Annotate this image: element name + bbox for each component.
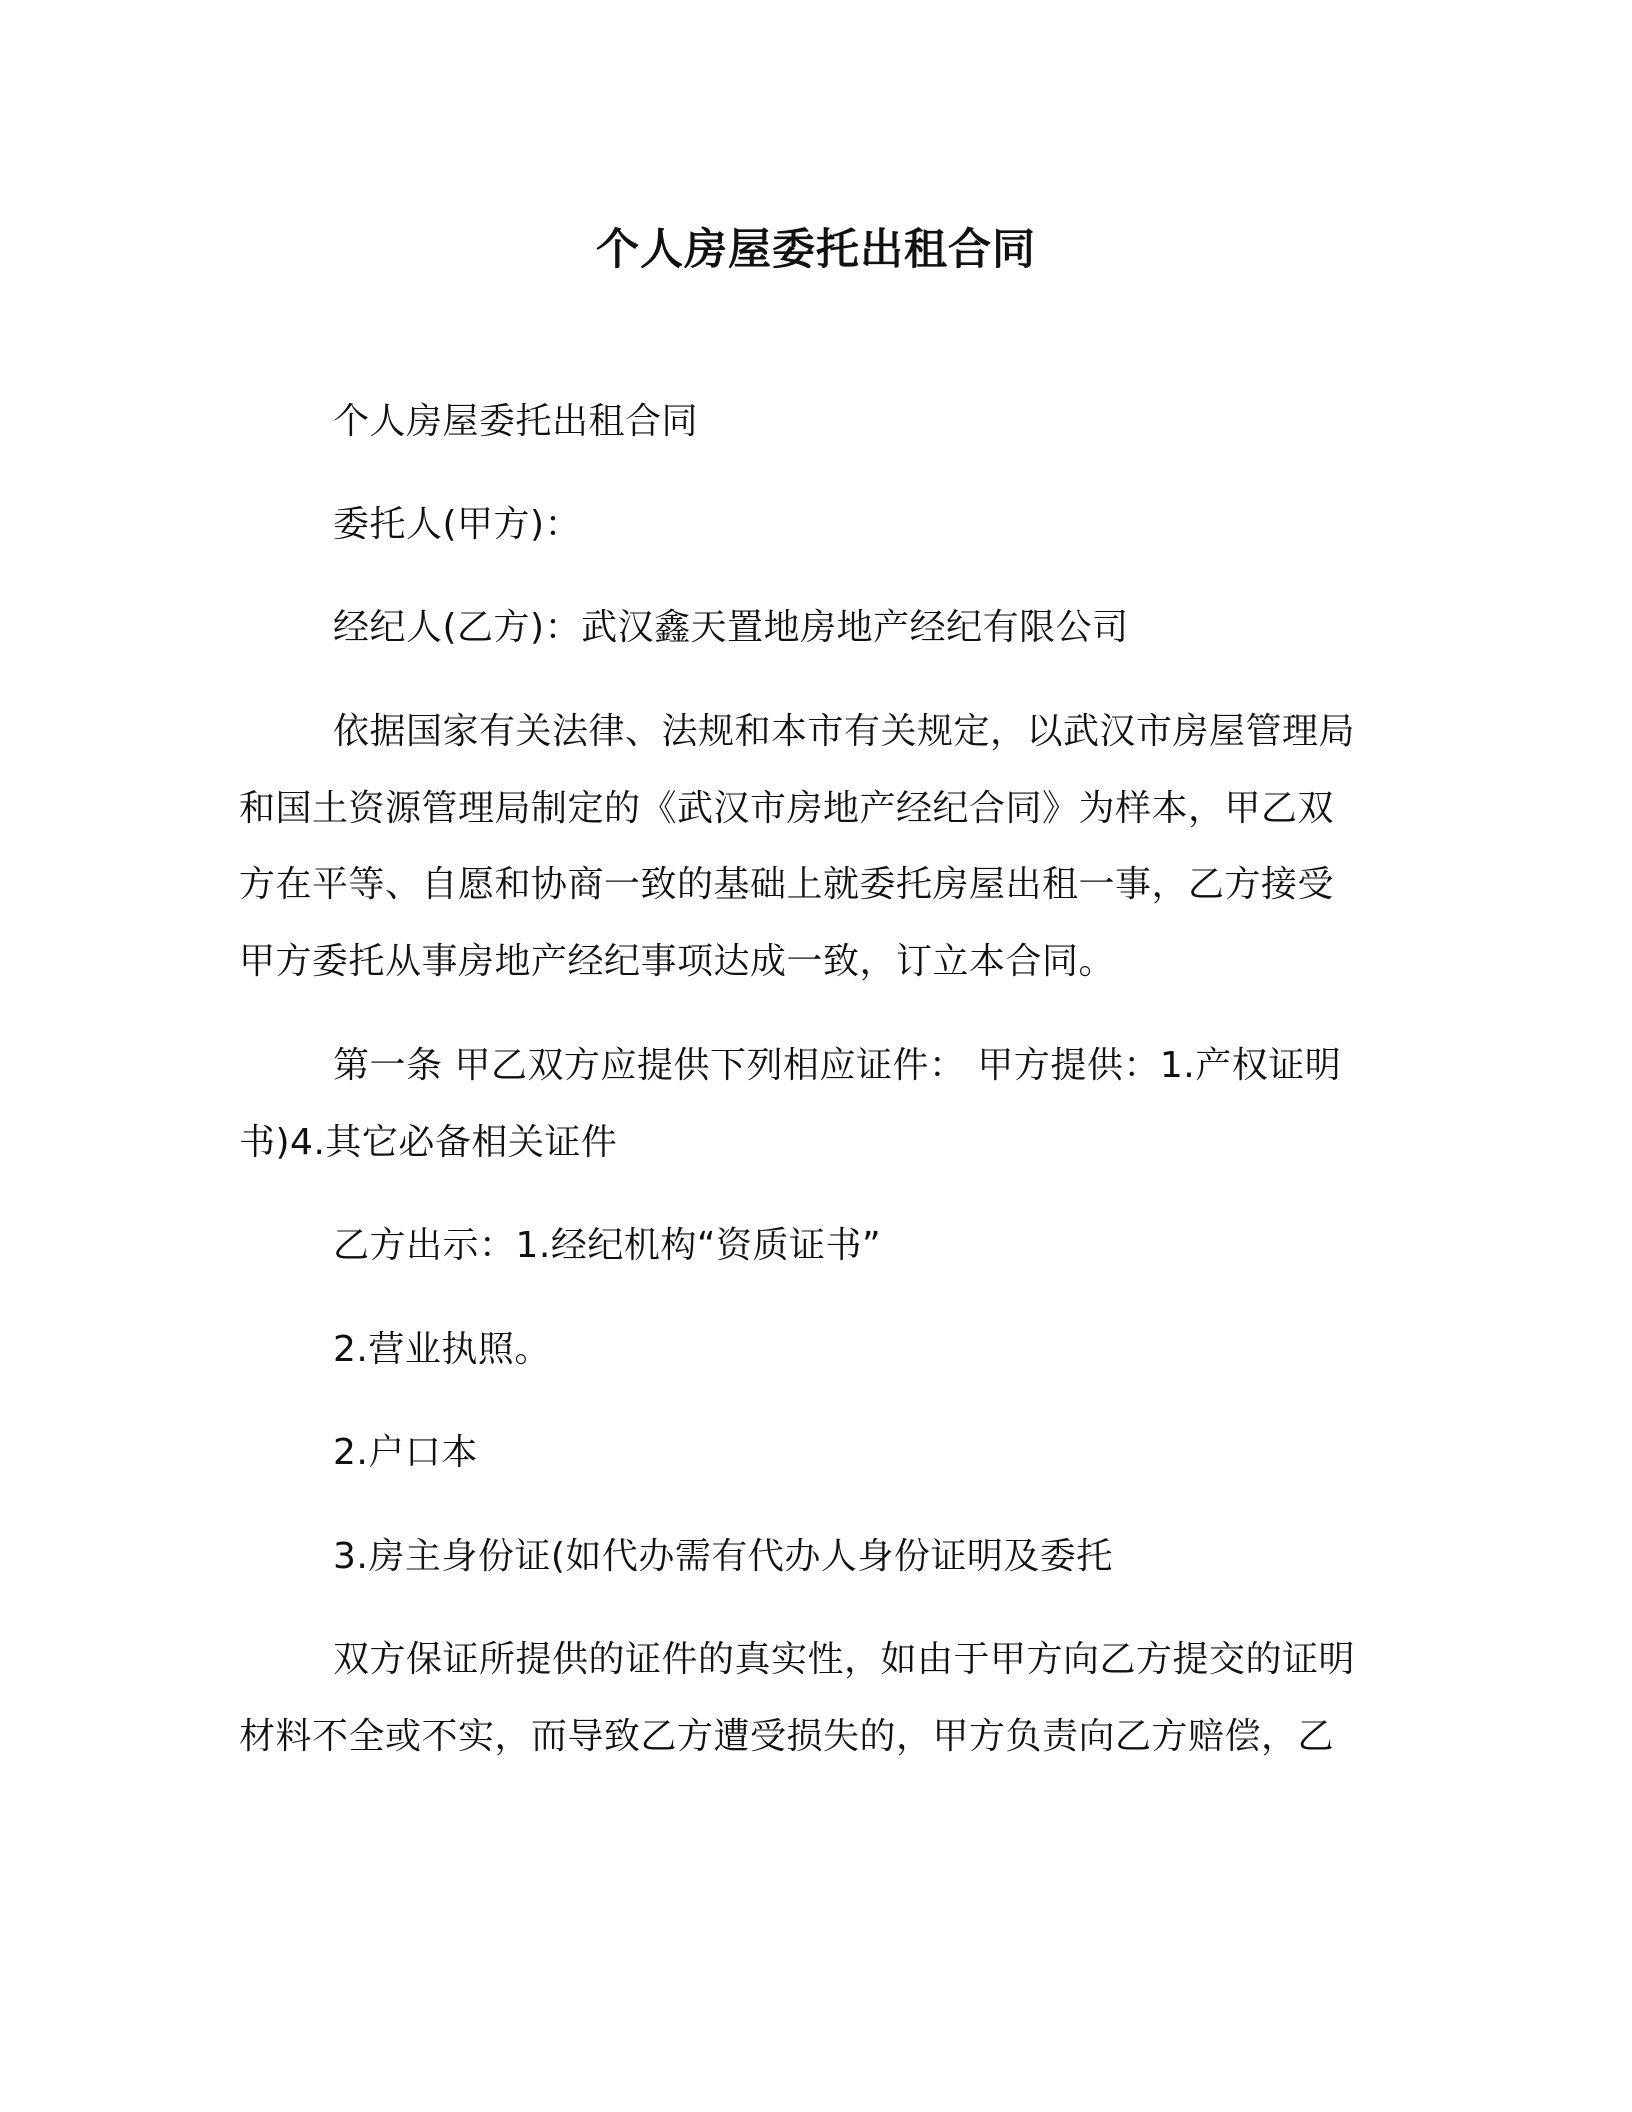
paragraph-line: 材料不全或不实，而导致乙方遭受损失的，甲方负责向乙方赔偿，乙 [239,1716,1335,1757]
paragraph-line: 依据国家有关法律、法规和本市有关规定，以武汉市房屋管理局 [333,711,1356,752]
paragraph-line: 双方保证所提供的证件的真实性，如由于甲方向乙方提交的证明 [333,1639,1356,1680]
subtitle-line: 个人房屋委托出租合同 [333,401,699,442]
paragraph-line: 方在平等、自愿和协商一致的基础上就委托房屋出租一事，乙方接受 [239,864,1335,905]
list-item: 2.营业执照。 [333,1329,551,1370]
paragraph-line: 甲方委托从事房地产经纪事项达成一致，订立本合同。 [239,941,1116,982]
paragraph-line: 和国土资源管理局制定的《武汉市房地产经纪合同》为样本，甲乙双 [239,788,1335,829]
article-one-line: 第一条 甲乙双方应提供下列相应证件： 甲方提供：1.产权证明 [333,1045,1342,1086]
document-title: 个人房屋委托出租合同 [596,225,1036,275]
list-item: 3.房主身份证(如代办需有代办人身份证明及委托 [333,1536,1113,1577]
list-item: 2.户口本 [333,1432,478,1473]
list-item: 乙方出示：1.经纪机构“资质证书” [333,1225,882,1266]
principal-line: 委托人(甲方)： [333,504,582,545]
agent-line: 经纪人(乙方)：武汉鑫天置地房地产经纪有限公司 [333,607,1129,648]
article-one-line: 书)4.其它必备相关证件 [239,1122,618,1163]
